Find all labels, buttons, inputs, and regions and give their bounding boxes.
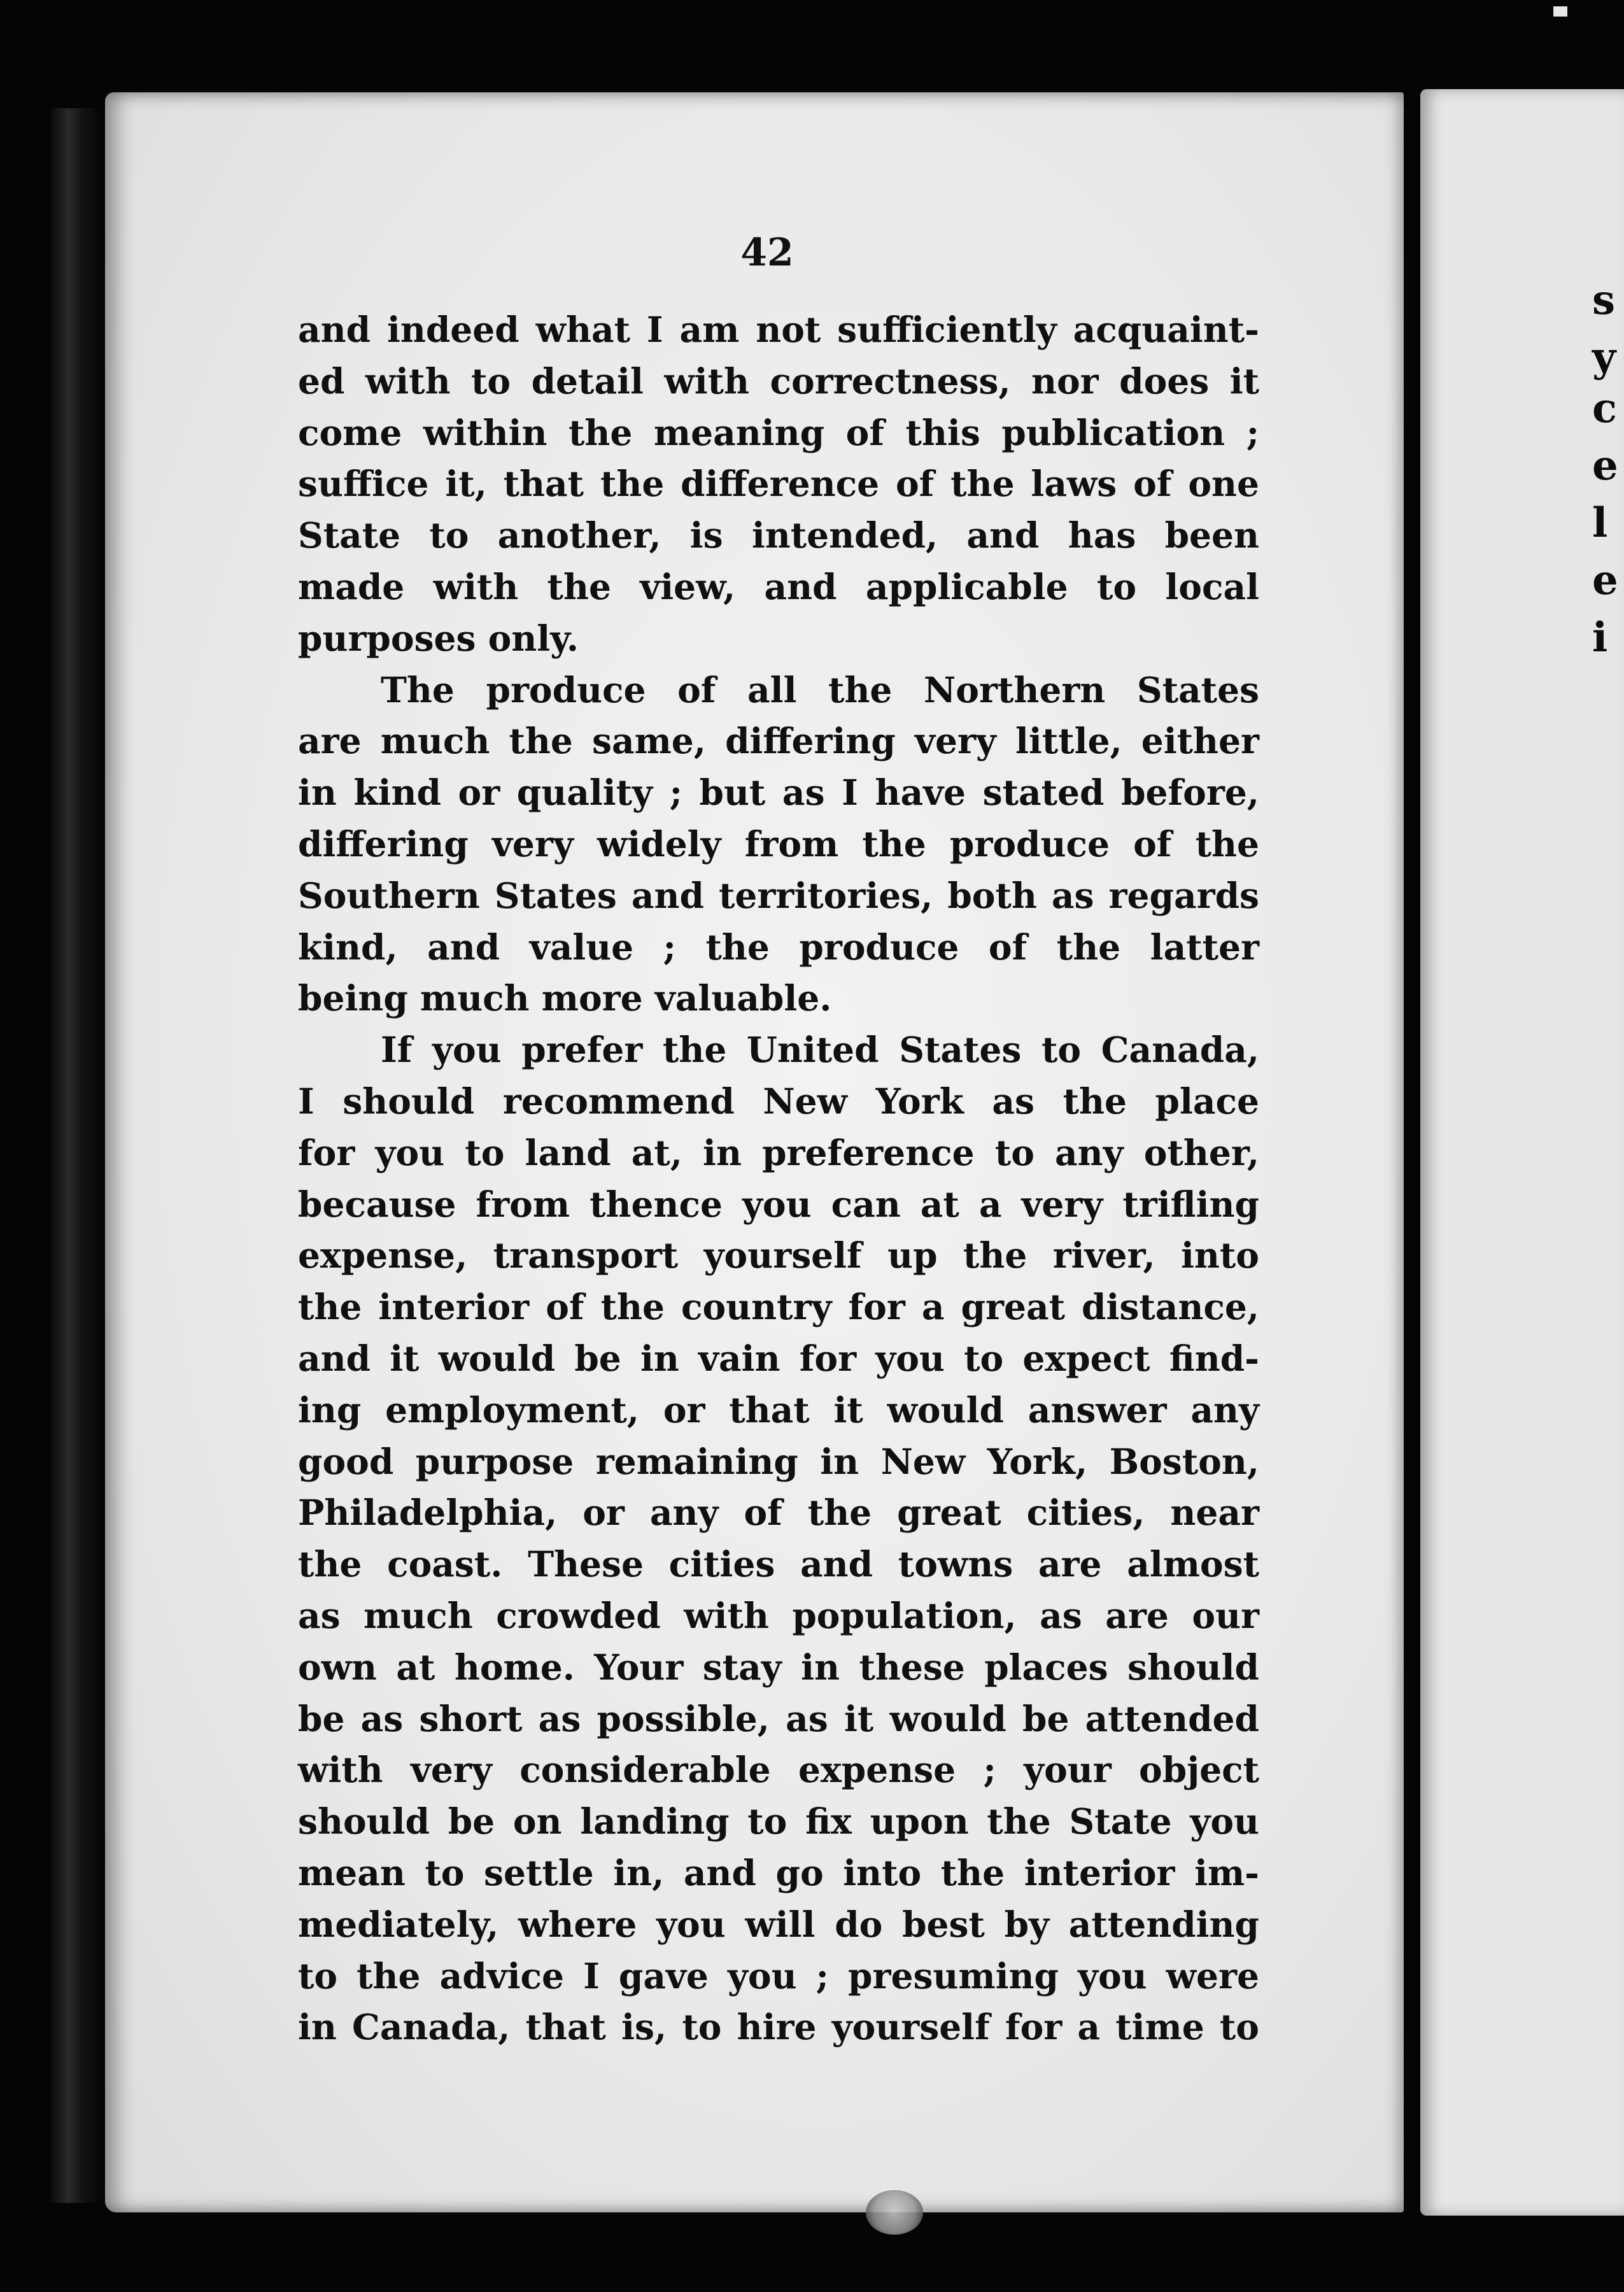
text-line: being much more valuable. (298, 977, 832, 1019)
text-line: for you to land at, in preference to any other, (298, 1131, 1259, 1173)
text-line: and indeed what I am not sufficiently acquaint- (298, 309, 1259, 350)
text-line: come within the meaning of this publication ; (298, 411, 1259, 453)
text-line: own at home. Your stay in these places should (298, 1646, 1259, 1688)
text-line: good purpose remaining in New York, Boston, (298, 1440, 1259, 1482)
text-line: should be on landing to fix upon the State you (298, 1800, 1259, 1843)
text-line: to the advice I gave you ; presuming you were (298, 1955, 1259, 1997)
facing-page-fragment: l (1592, 499, 1608, 547)
text-line: the coast. These cities and towns are almost (298, 1543, 1259, 1585)
body-text (298, 304, 1259, 2053)
text-line: If you prefer the United States to Canada, (381, 1029, 1259, 1071)
facing-page-fragment: i (1592, 614, 1608, 661)
text-line: Southern States and territories, both as regards (298, 874, 1259, 916)
text-line: mean to settle in, and go into the interior im- (298, 1851, 1259, 1893)
facing-page-fragment: e (1592, 556, 1618, 604)
text-line: The produce of all the Northern States (381, 668, 1259, 711)
corner-mark (1553, 6, 1567, 17)
page-gutter (1404, 76, 1420, 2228)
text-line: Philadelphia, or any of the great cities, near (298, 1492, 1259, 1534)
library-stamp (866, 2190, 923, 2235)
text-line: in Canada, that is, to hire yourself for a time to (298, 2006, 1259, 2048)
facing-page-fragment: y (1592, 334, 1616, 381)
text-line: ed with to detail with correctness, nor does it (298, 360, 1259, 402)
facing-page-fragment: e (1592, 442, 1618, 490)
text-line: purposes only. (298, 617, 579, 659)
text-line: I should recommend New York as the place (298, 1080, 1259, 1122)
text-line: mediately, where you will do best by attending (298, 1903, 1259, 1945)
book-spine (51, 108, 102, 2203)
text-line: with very considerable expense ; your object (298, 1749, 1259, 1791)
text-line: in kind or quality ; but as I have stated before, (298, 772, 1259, 814)
page-number: 42 (740, 230, 794, 275)
text-line: are much the same, differing very little, either (298, 720, 1259, 762)
text-line: suffice it, that the difference of the laws of one (298, 463, 1259, 505)
text-line: ing employment, or that it would answer any (298, 1389, 1259, 1431)
text-line: expense, transport yourself up the river, into (298, 1234, 1259, 1277)
facing-page-fragment: s (1592, 276, 1616, 324)
text-line: made with the view, and applicable to local (298, 565, 1259, 607)
text-line: the interior of the country for a great distance, (298, 1286, 1259, 1328)
text-line: because from thence you can at a very trifling (298, 1183, 1259, 1225)
text-line: kind, and value ; the produce of the latter (298, 926, 1259, 968)
text-line: State to another, is intended, and has been (298, 514, 1259, 556)
text-line: and it would be in vain for you to expect find- (298, 1337, 1259, 1379)
facing-page-edge (1420, 89, 1624, 2216)
text-line: as much crowded with population, as are our (298, 1594, 1259, 1636)
facing-page-fragment: c (1592, 385, 1617, 432)
text-line: be as short as possible, as it would be attended (298, 1697, 1259, 1739)
text-line: differing very widely from the produce of the (298, 823, 1259, 865)
